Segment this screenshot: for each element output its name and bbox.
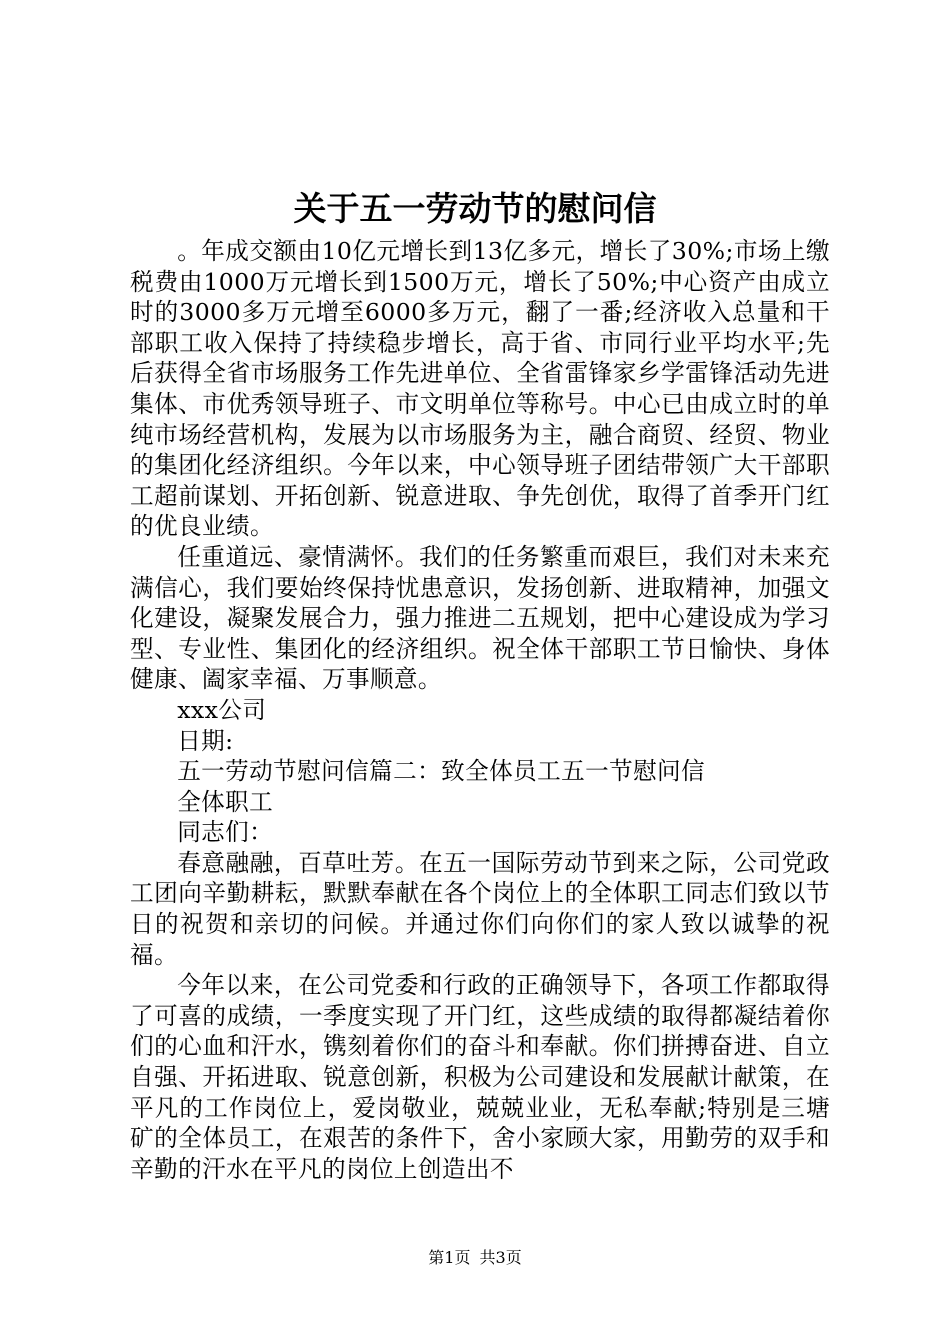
- body-paragraph: 。年成交额由10亿元增长到13亿多元，增长了30%;市场上缴税费由1000万元增长到1500万元，增长了50%;中心资产由成立时的3000多万元增至6000多万元，翻了一番;经济收入总量和干部职工收入保持了持续稳步增长，高于省、市同行业平均水平;先后获得全省市场服务工作先进单位、全省雷锋家乡学雷锋活动先进集体、市优秀领导班子、市文明单位等称号。中心已由成立时的单纯市场经营机构，发展为以市场服务为主，融合商贸、经贸、物业的集团化经济组织。今年以来，中心领导班子团结带领广大干部职工超前谋划、开拓创新、锐意进取、争先创优，取得了首季开门红的优良业绩。: [130, 237, 830, 541]
- page-footer: [0, 1248, 950, 1268]
- recipient: 全体职工: [177, 787, 274, 816]
- body-paragraph: 任重道远、豪情满怀。我们的任务繁重而艰巨，我们对未来充满信心，我们要始终保持忧患意识，发扬创新、进取精神，加强文化建设，凝聚发展合力，强力推进二五规划，把中心建设成为学习型、专业性、集团化的经济组织。祝全体干部职工节日愉快、身体健康、阖家幸福、万事顺意。: [130, 542, 830, 694]
- salutation: 同志们：: [177, 818, 274, 847]
- document-title: 关于五一劳动节的慰问信: [293, 189, 657, 228]
- body-paragraph: 今年以来，在公司党委和行政的正确领导下，各项工作都取得了可喜的成绩，一季度实现了开门红，这些成绩的取得都凝结着你们的心血和汗水，镌刻着你们的奋斗和奉献。你们拼搏奋进、自立自强、开拓进取、锐意创新，积极为公司建设和发展献计献策，在平凡的工作岗位上，爱岗敬业，兢兢业业，无私奉献;特别是三塘矿的全体员工，在艰苦的条件下，舍小家顾大家，用勤劳的双手和辛勤的汗水在平凡的岗位上创造出不: [130, 971, 830, 1183]
- signature-company: xxx公司: [177, 695, 267, 724]
- page-number: 第1页: [428, 1248, 471, 1267]
- body-paragraph: 春意融融，百草吐芳。在五一国际劳动节到来之际，公司党政工团向辛勤耕耘，默默奉献在各个岗位上的全体职工同志们致以节日的祝贺和亲切的问候。并通过你们向你们的家人致以诚挚的祝福。: [130, 848, 830, 969]
- second-letter-title: 五一劳动节慰问信篇二：致全体员工五一节慰问信: [177, 757, 706, 786]
- date-label: 日期:: [177, 726, 234, 755]
- page-total: 共3页: [479, 1248, 522, 1267]
- document-body: [130, 236, 830, 1184]
